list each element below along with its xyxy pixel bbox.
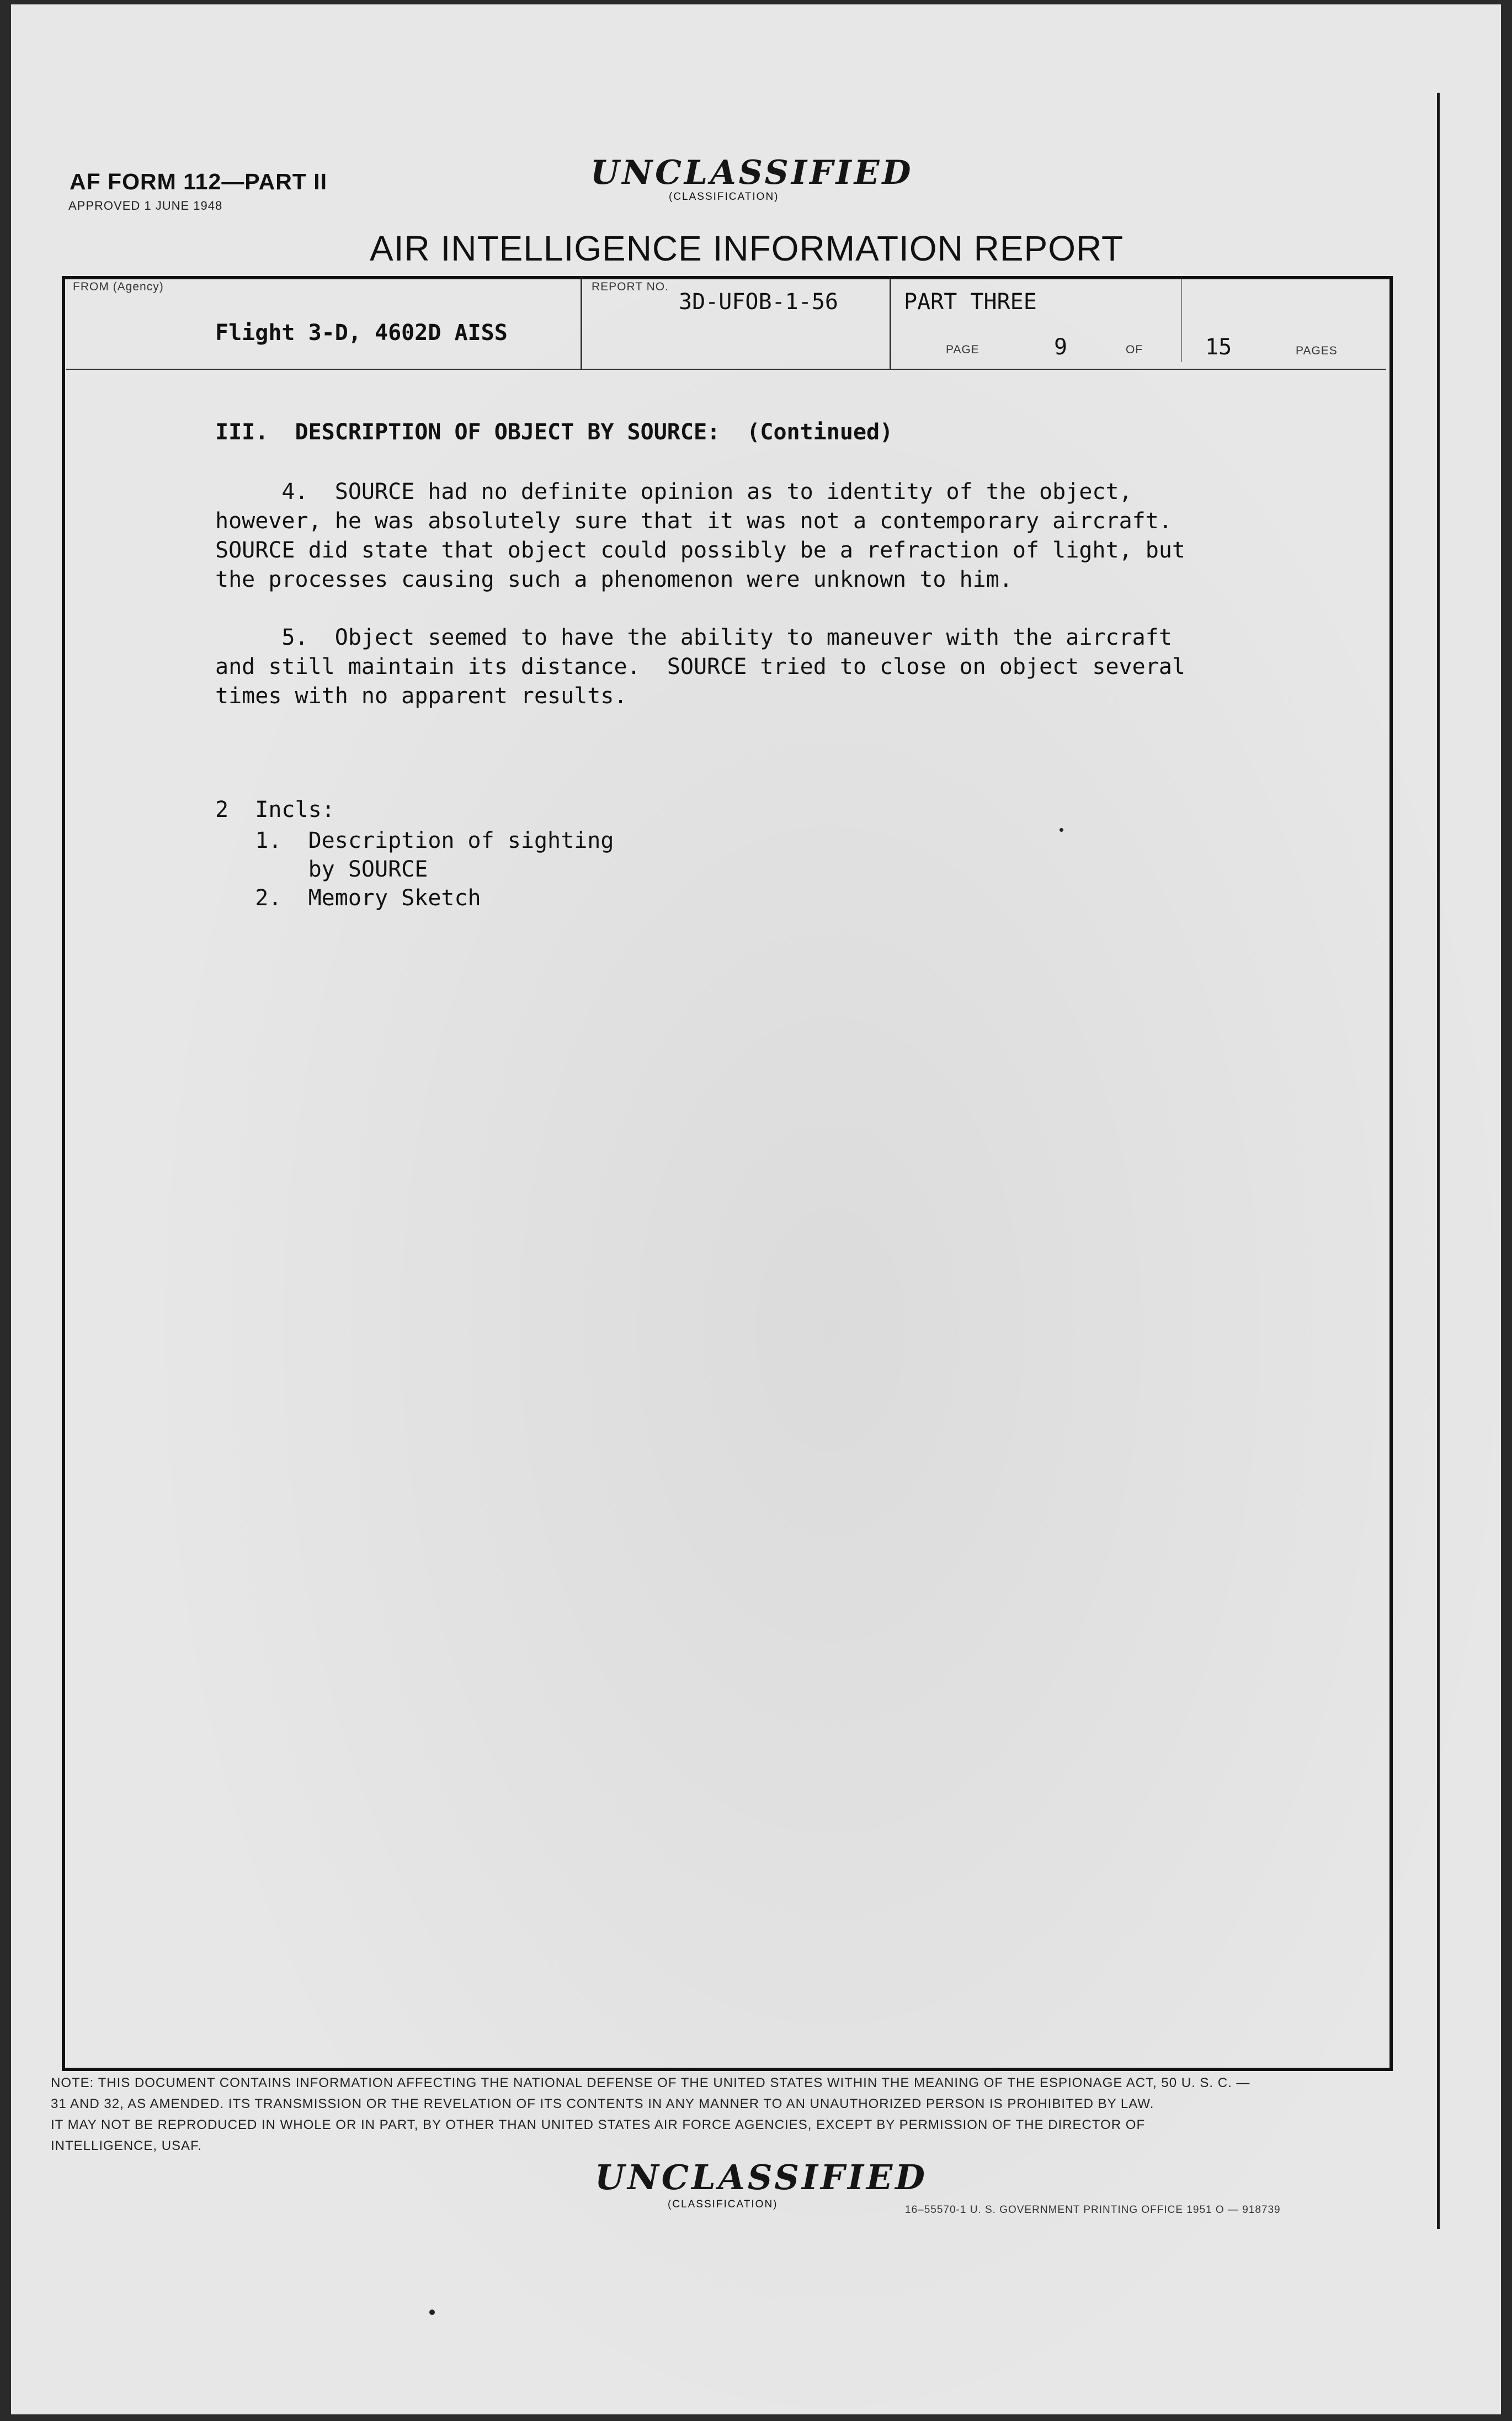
classification-stamp-top: UNCLASSIFIED [590, 153, 914, 192]
of-label: OF [1126, 343, 1143, 356]
espionage-notice-line: IT MAY NOT BE REPRODUCED IN WHOLE OR IN PART, BY OTHER THAN UNITED STATES AIR FORCE AGENCIES, EXCEPT BY PERMISSION OF THE DIRECTOR OF [51, 2117, 1146, 2132]
espionage-notice-line: NOTE: THIS DOCUMENT CONTAINS INFORMATION AFFECTING THE NATIONAL DEFENSE OF THE UNITED STATES WITHIN THE MEANING OF THE ESPIONAGE ACT, 50 U. S. C. — [51, 2075, 1250, 2090]
report-number-value: 3D-UFOB-1-56 [679, 289, 838, 315]
inclosure-item: 1. Description of sighting [215, 828, 614, 853]
from-label: FROM (Agency) [73, 280, 164, 293]
paragraph-5-line: times with no apparent results. [215, 683, 627, 709]
paragraph-4-line: however, he was absolutely sure that it was not a contemporary aircraft. [215, 508, 1172, 534]
paragraph-4-line: 4. SOURCE had no definite opinion as to identity of the object, [215, 479, 1132, 505]
total-pages: 15 [1205, 335, 1232, 360]
paragraph-4-line: the processes causing such a phenomenon were unknown to him. [215, 567, 1013, 592]
printing-office-line: 16–55570-1 U. S. GOVERNMENT PRINTING OFFICE 1951 O — 918739 [905, 2204, 1281, 2216]
ink-speck [1060, 828, 1063, 832]
header-divider [66, 369, 1386, 370]
header-divider-vertical [890, 279, 891, 369]
inclosure-item: 2. Memory Sketch [215, 885, 481, 911]
page-label: PAGE [946, 343, 979, 356]
espionage-notice-line: 31 AND 32, AS AMENDED. ITS TRANSMISSION OR THE REVELATION OF ITS CONTENTS IN ANY MANNER TO AN UNAUTHORIZED PERSON IS PROHIBITED BY LAW. [51, 2096, 1154, 2111]
classification-stamp-bottom: UNCLASSIFIED [595, 2157, 928, 2197]
part-label: PART THREE [904, 289, 1037, 315]
header-divider-vertical [1181, 279, 1182, 362]
inclosures-heading: 2 Incls: [215, 797, 335, 822]
form-approval-date: APPROVED 1 JUNE 1948 [68, 199, 223, 213]
page-number: 9 [1054, 335, 1068, 360]
report-title: AIR INTELLIGENCE INFORMATION REPORT [370, 229, 1124, 268]
espionage-notice-line: INTELLIGENCE, USAF. [51, 2138, 202, 2153]
section-heading: III. DESCRIPTION OF OBJECT BY SOURCE: (Continued) [215, 420, 893, 445]
form-number: AF FORM 112—PART II [70, 169, 328, 194]
classification-caption-top: (CLASSIFICATION) [669, 191, 779, 203]
classification-caption-bottom: (CLASSIFICATION) [668, 2199, 778, 2210]
pages-label: PAGES [1296, 344, 1338, 357]
report-number-label: REPORT NO. [592, 280, 669, 293]
paragraph-4-line: SOURCE did state that object could possibly be a refraction of light, but [215, 538, 1185, 563]
paragraph-5-line: 5. Object seemed to have the ability to maneuver with the aircraft [215, 625, 1172, 650]
ink-speck [429, 2309, 435, 2315]
paragraph-5-line: and still maintain its distance. SOURCE tried to close on object several [215, 654, 1185, 679]
from-value: Flight 3-D, 4602D AISS [215, 320, 508, 346]
document-page [11, 4, 1501, 2414]
header-divider-vertical [581, 279, 582, 369]
inclosure-item: by SOURCE [215, 857, 428, 882]
page-edge-line [1437, 93, 1440, 2229]
